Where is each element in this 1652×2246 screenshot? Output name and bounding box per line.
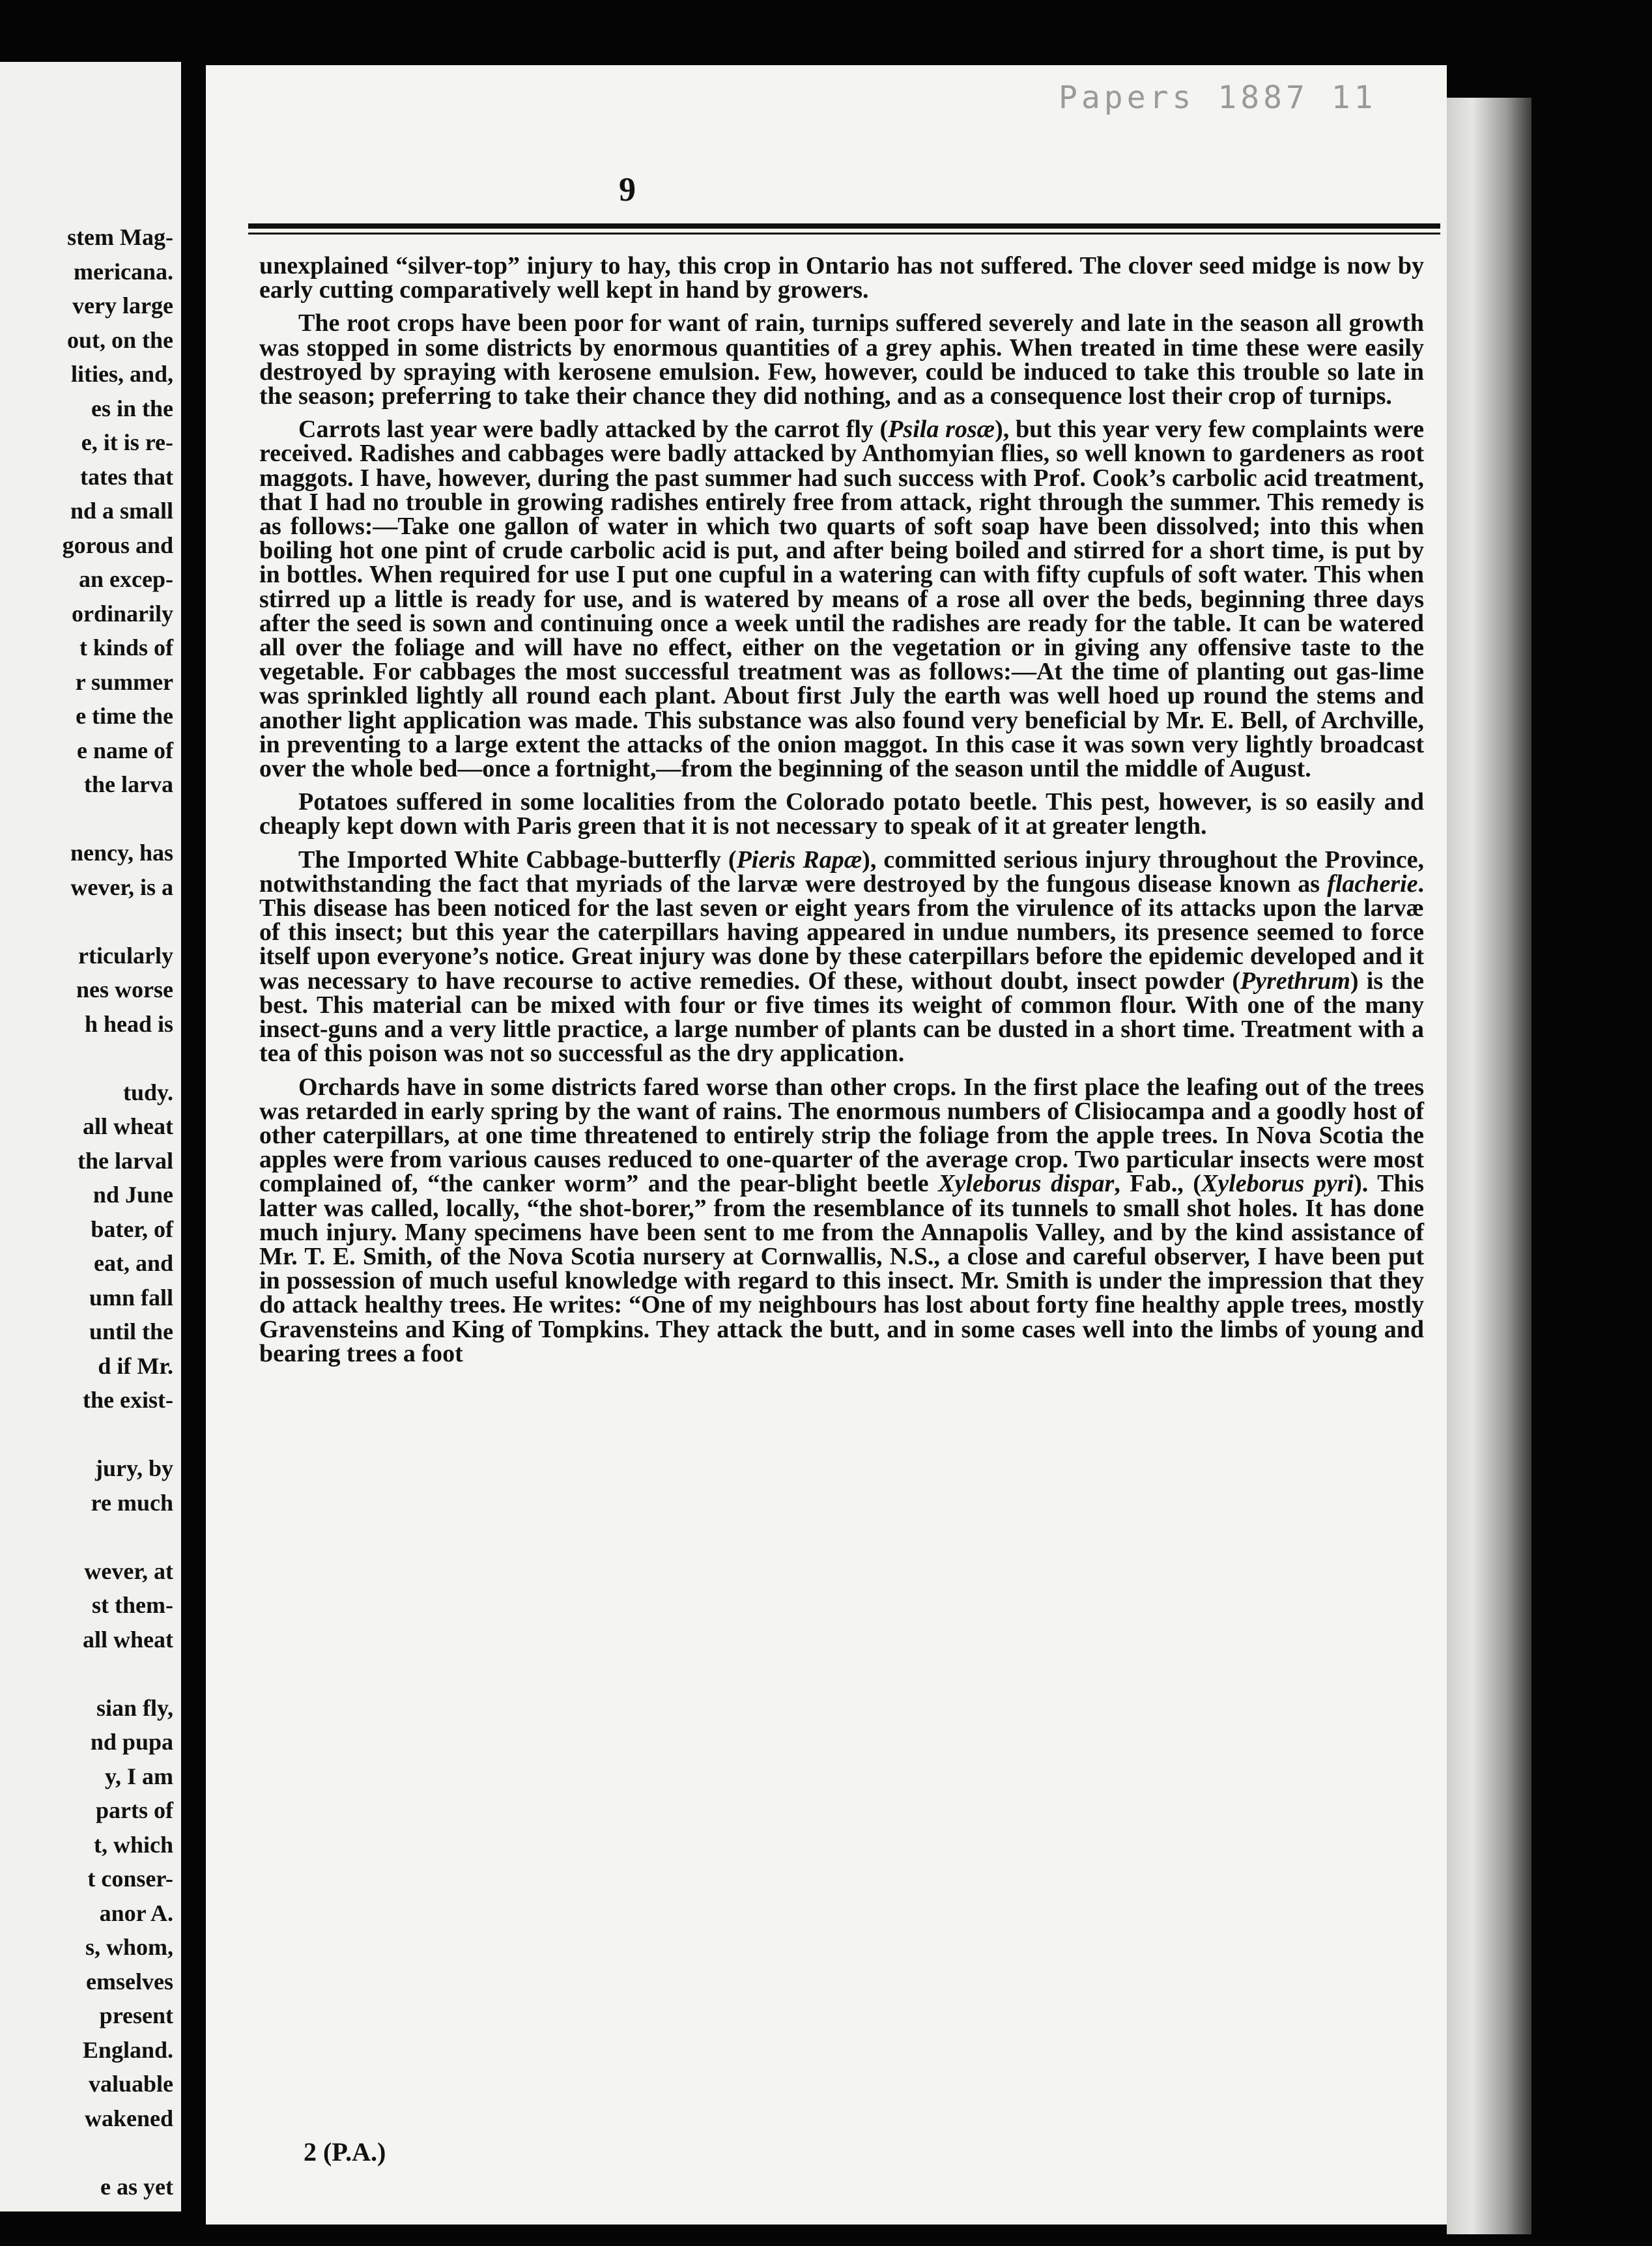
left-page-line: t, which: [93, 1831, 173, 1858]
left-page-line: mericana.: [74, 258, 173, 285]
left-page-line: e name of: [77, 737, 173, 763]
left-page-line: anor A.: [99, 1899, 173, 1926]
left-page-line: wakened: [84, 2105, 173, 2131]
left-page-line: the exist-: [83, 1387, 173, 1413]
scientific-name: Xyleborus dispar: [938, 1170, 1115, 1198]
paragraph-text: The root crops have been poor for want of rain, turnips suffered severely and late in the season all growth was stopped in some districts by enormous quantities of a grey aphis. When treated in time these were easily destroyed by spraying with kerosene emulsion. Few, however, could be induced to take this trouble so late in the season; preferring to take their chance they did nothing, and as a consequence lost their crop of turnips.: [259, 309, 1424, 410]
left-page-line: s, whom,: [85, 1934, 173, 1960]
left-page-line: t kinds of: [79, 634, 173, 661]
left-page-line: nd a small: [70, 498, 173, 524]
left-page-line: the larva: [84, 771, 173, 797]
left-page-line: wever, is a: [70, 874, 173, 900]
left-page-line: until the: [89, 1318, 173, 1344]
left-page-line: eat, and: [93, 1250, 173, 1276]
left-page-line: all wheat: [83, 1626, 173, 1653]
scientific-name: Pyrethrum: [1240, 967, 1350, 995]
left-page-line: y, I am: [104, 1763, 173, 1789]
left-page-line: e, it is re-: [81, 429, 173, 455]
paragraph-text: Carrots last year were badly attacked by the carrot fly (: [298, 416, 889, 444]
left-page-line: sian fly,: [96, 1694, 173, 1721]
paragraph: [259, 790, 1424, 838]
left-page-line: bater, of: [91, 1215, 173, 1242]
paragraph-text: unexplained “silver-top” injury to hay, this crop in Ontario has not suffered. The clover seed midge is now by early cutting comparatively well kept in hand by growers.: [259, 252, 1424, 304]
paragraph-text: , Fab., (: [1114, 1170, 1201, 1198]
left-page-line: the larval: [78, 1147, 173, 1174]
left-page-line: very large: [72, 292, 173, 319]
paragraph-text: Potatoes suffered in some localities from the Colorado potato beetle. This pest, however, is so easily and cheaply kept down with Paris green that it is not necessary to speak of it at greater length.: [259, 788, 1424, 840]
left-page-line: umn fall: [89, 1284, 173, 1311]
left-page-line: re much: [91, 1489, 173, 1516]
left-page-line: stem Mag-: [67, 224, 173, 250]
scientific-name: Pieris Rapæ: [736, 846, 862, 874]
left-page-line: wever, at: [84, 1557, 173, 1584]
left-page-line: es in the: [91, 395, 173, 421]
paragraph: [259, 848, 1424, 1066]
left-page-line: d if Mr.: [98, 1352, 173, 1379]
paragraph: [259, 311, 1424, 408]
signature-mark: 2 (P.A.): [304, 2137, 386, 2167]
paragraph: [259, 1075, 1424, 1366]
paragraph: [259, 418, 1424, 781]
left-page-line: out, on the: [66, 326, 173, 353]
left-page-line: h head is: [84, 1010, 173, 1037]
header-rule-thin: [248, 233, 1440, 235]
left-page-line: tudy.: [122, 1079, 173, 1105]
scientific-name: Xyleborus pyri: [1201, 1170, 1354, 1198]
left-page-line: nd pupa: [90, 1729, 173, 1755]
left-page-line: emselves: [86, 1968, 173, 1995]
left-page-line: ordinarily: [71, 600, 173, 627]
paragraph-text: ). This latter was called, locally, “the shot-borer,” from the resemblance of its tunnels to small shot holes. It has done much injury. Many specimens have been sent to me from the Annapolis Valley, and by the kind assistance of Mr. T. E. Smith, of the Nova Scotia nursery at Cornwallis, N.S., a close and careful observer, I have been put in possession of much useful knowledge with regard to this insect. Mr. Smith is under the impression that they do attack healthy trees. He writes: “One of my neighbours has lost about forty fine healthy apple trees, mostly Gravensteins and King of Tompkins. They attack the butt, and in some cases well into the limbs of young and bearing trees a foot: [259, 1170, 1425, 1367]
left-page-line: nes worse: [76, 976, 173, 1002]
left-page-line: lities, and,: [70, 361, 173, 387]
header-rule-thick: [248, 223, 1440, 229]
scientific-name: Psila rosæ: [888, 416, 995, 444]
archive-stamp: Papers 1887 11: [1059, 79, 1377, 116]
main-page: [206, 65, 1447, 2225]
paragraph-text: Orchards have in some districts fared worse than other crops. In the first place the leafing out of the trees was retarded in early spring by the want of rains. The enormous numbers of Clisiocampa and a goodly host of other caterpillars, at one time threatened to entirely strip the foliage from the apple trees. In Nova Scotia the apples were from various causes reduced to one-quarter of the average crop. Two particular insects were most complained of, “the canker worm” and the pear-blight beetle: [259, 1073, 1424, 1198]
left-page-line: England.: [82, 2036, 173, 2063]
paragraph: [259, 254, 1424, 302]
left-page-line: e time the: [76, 703, 173, 729]
left-page-fragment: [0, 62, 181, 2211]
book-spine-edge: [1447, 98, 1531, 2234]
paragraph-text: The Imported White Cabbage-butterfly (: [298, 846, 737, 874]
left-page-line: present: [99, 2002, 173, 2028]
paragraph-text: ), but this year very few complaints were received. Radishes and cabbages were badly attacked by Anthomyian flies, so well known to gardeners as root maggots. I have, however, during the past summer had such success with Prof. Cook’s carbolic acid treatment, that I had no trouble in growing radishes entirely free from attack, right through the summer. This remedy is as follows:—Take one gallon of water in which two quarts of soft soap have been dissolved; into this when boiling hot one pint of crude carbolic acid is put, and after being boiled and stirred for a short time, is put by in bottles. When required for use I put one cupful in a watering can with fifty cupfuls of soft water. This when stirred up a little is ready for use, and is watered by means of a rose all over the beds, beginning three days after the seed is sown and continuing once a week until the radishes are ready for the table. It can be watered all over the foliage and will have no effect, either on the vegetation or in giving any offensive taste to the vegetable. For cabbages the most successful treatment was as follows:—At the time of planting out gas-lime was sprinkled lightly all round each plant. About first July the earth was well hoed up round the stems and another light application was made. This substance was also found very beneficial by Mr. E. Bell, of Archville, in preventing to a large extent the attacks of the onion maggot. In this case it was sown very lightly broadcast over the whole bed—once a fortnight,—from the beginning of the season until the middle of August.: [259, 416, 1425, 783]
left-page-line: an excep-: [79, 566, 173, 592]
body-text: [259, 254, 1424, 1366]
left-page-line: e as yet: [100, 2173, 173, 2200]
left-page-line: t conser-: [87, 1866, 173, 1892]
left-page-line: st them-: [92, 1592, 173, 1618]
left-page-line: parts of: [96, 1797, 173, 1823]
left-page-line: r summer: [75, 668, 173, 695]
left-page-line: rticularly: [78, 942, 173, 969]
paragraph-text: . This disease has been noticed for the last seven or eight years from the virulence of its attacks upon the larvæ of this insect; but this year the caterpillars having appeared in undue numbers, its presence seemed to force itself upon everyone’s notice. Great injury was done by these caterpillars before the epidemic developed and it was necessary to have recourse to active remedies. Of these, without doubt, insect powder (: [259, 870, 1424, 995]
left-page-line: all wheat: [83, 1113, 173, 1139]
scientific-name: flacherie: [1327, 870, 1418, 898]
paragraph-text: ), committed serious injury throughout the Province, notwithstanding the fact that myriads of the larvæ were destroyed by the fungous disease known as: [259, 846, 1424, 898]
left-page-line: valuable: [88, 2071, 173, 2097]
page-number: 9: [619, 171, 636, 208]
left-page-line: jury, by: [94, 1455, 173, 1481]
left-page-line: tates that: [80, 463, 173, 490]
left-page-line: nency, has: [70, 840, 173, 866]
paragraph-text: ) is the best. This material can be mixed with four or five times its weight of common flour. With one of the many insect-guns and a very little practice, a large number of plants can be dusted in a short time. Treatment with a tea of this poison was not so successful as the dry application.: [259, 967, 1424, 1068]
left-page-line: nd June: [93, 1182, 173, 1208]
left-page-line: gorous and: [62, 532, 173, 558]
